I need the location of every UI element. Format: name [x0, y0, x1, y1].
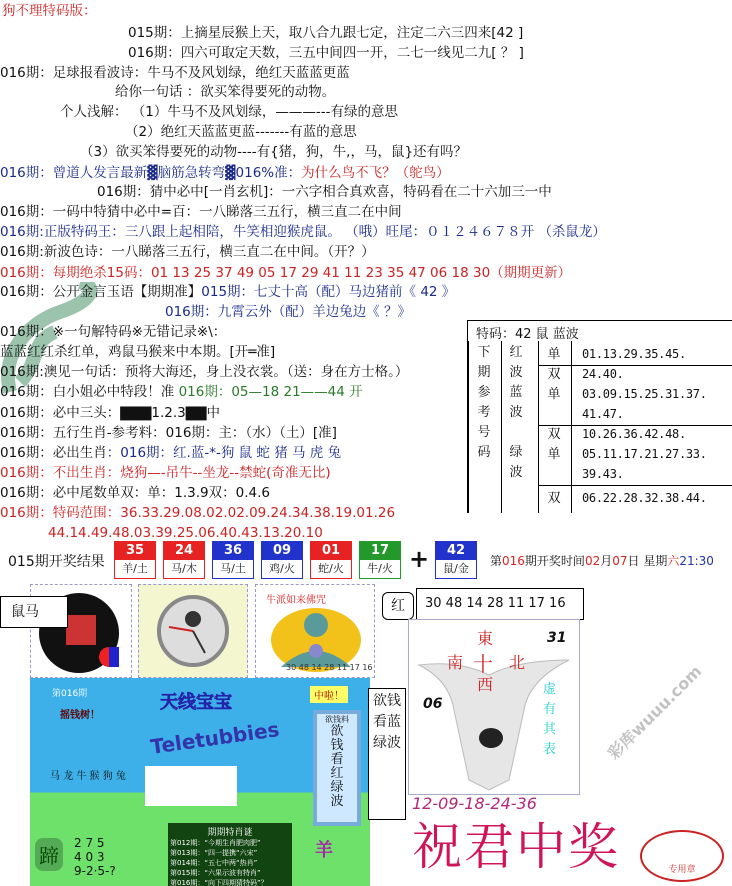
line-segment: 016期：足球报看波诗：牛马不及风划绿，绝红天蓝蓝更蓝: [0, 65, 350, 81]
forecast-line: [0, 424, 337, 442]
green-wave-label: 绿波: [509, 445, 523, 480]
riddle-line: 第015期：“六果示波有特肖”: [170, 869, 261, 877]
forecast-line: [60, 103, 398, 121]
stamp: 专用章: [640, 830, 724, 882]
skull-bottom-numbers: 12-09-18-24-36: [412, 794, 537, 813]
draw-results: [0, 541, 732, 581]
forecast-line: [0, 64, 350, 82]
table-header: 特码：42 鼠 蓝波: [476, 327, 579, 342]
number-list: 41.47.: [582, 407, 624, 421]
zodiac-clock-image: [138, 584, 248, 678]
forecast-line: [0, 444, 341, 462]
number-list: 10.26.36.42.48.: [582, 427, 686, 441]
next-period-label: 下期参考号码: [477, 345, 491, 460]
odd-even-label: 双: [547, 491, 561, 506]
forecast-line: [0, 164, 450, 182]
line-segment: 为什么鸟不飞？（鸵鸟）: [301, 165, 450, 181]
forecast-line: [0, 323, 226, 341]
number-list: 05.11.17.21.27.33.: [582, 447, 707, 461]
number-list: 03.09.15.25.31.37.: [582, 387, 707, 401]
forecast-line: [128, 24, 523, 42]
line-segment: 015期：七丈十高（配）马边猪前《 42 》: [201, 284, 456, 300]
line-segment: （2）绝红天蓝蓝更蓝-------有蓝的意思: [125, 124, 357, 140]
number-list: 01.13.29.35.45.: [582, 347, 686, 361]
result-ball: 24 马/木: [163, 541, 205, 579]
line-segment: 016期：白小姐必中特段！准: [0, 384, 179, 400]
blessing-text: 祝君中奖: [412, 818, 620, 876]
odd-even-label: 单: [547, 347, 561, 362]
line-segment: 蓝蓝红红杀红单，鸡鼠马猴来中本期。[开═准]: [0, 344, 276, 360]
line-segment: 016期:新波色诗：一八睇落三五行，横三直二在中间。（开？）: [0, 244, 375, 260]
next-draw-time: 第016期开奖时间02月07日 星期六21:30: [490, 554, 714, 568]
forecast-line: [2, 2, 97, 20]
line-segment: 016期：九霄云外（配）羊边兔边《 ？》: [165, 304, 412, 320]
forecast-line: [0, 464, 331, 482]
riddle-line: 第014期：“五七中两“热肖”: [170, 859, 258, 867]
line-segment: 016期:正版特码王：三八跟上起相陪，牛笑相迎猴虎鼠。 （哦）旺尾：０１２４６７８开 （杀鼠龙）: [0, 224, 606, 240]
forecast-line: [115, 83, 335, 101]
result-ball: 35 羊/土: [114, 541, 156, 579]
forecast-line: [0, 363, 408, 381]
teletubbies-image: 第016期 摇钱树！ 天线宝宝 Teletubbies 马 龙 牛 猴 狗 兔 中啦！ 欲钱料 欲钱看红绿波 期期特肖谜 第012期：“今期生肖肥肉肥” 第013期：“四一提携“六宋” 第014期：“五七中两“热肖” 第015期：“六果示波有特肖” 第016期：“向下四期猜特码”？ 蹄 2 7 5 4 0 3 9-2·5-? 羊: [30, 678, 370, 886]
number-list: 39.43.: [582, 467, 624, 481]
forecast-line: [128, 44, 524, 62]
line-segment: 016期：必出生肖: [0, 445, 107, 461]
line-segment: 016期：每期绝杀15码：01 13 25 37 49 05 17 29 41 11 23 35 47 06 18 30（期期更新）: [0, 265, 572, 281]
red-blue-wave-label: 红波蓝波: [509, 345, 523, 420]
line-segment: 016期：公开金言玉语【期期准】: [0, 284, 202, 300]
riddle-line: 第012期：“今期生肖肥肉肥”: [170, 839, 261, 847]
number-list: 24.40.: [582, 367, 624, 381]
line-segment: 016期：一码中特猜中必中=百：一八睇落三五行，横三直二在中间: [0, 204, 402, 220]
callout-shuma: 鼠马: [0, 596, 68, 628]
result-ball: 01 蛇/火: [310, 541, 352, 579]
riddle-line: 第016期：“向下四期猜特码”？: [170, 879, 268, 886]
line-segment: 016期：曾道人发言最新▓脑筋急转弯▓016%准：: [0, 165, 302, 181]
result-ball: 17 牛/火: [359, 541, 401, 579]
line-segment: ：016期：红.蓝-*-狗 鼠 蛇 猪 马 虎 兔: [106, 445, 342, 461]
line-segment: 016期：必中三头：▇▇▇1.2.3▇▇中: [0, 405, 221, 421]
odd-even-label: 单: [547, 447, 561, 462]
skull-image: 東 南 十 北 西 31 06 虚有其表: [408, 619, 580, 795]
callout-numbers: 30 48 14 28 11 17 16: [416, 588, 584, 620]
result-ball: 09 鸡/火: [261, 541, 303, 579]
line-segment: 016期：特码范围：36.33.29.08.02.02.09.24.34.38.19.01.26: [0, 505, 396, 521]
line-segment: 016期：猜中必中[一肖玄机]：一六字相合真欢喜，特码看在二十六加三一中: [97, 184, 552, 200]
riddle-line: 第013期：“四一提携“六宋”: [170, 849, 258, 857]
results-title: 015期开奖结果: [8, 554, 105, 570]
odd-even-label: 单: [547, 387, 561, 402]
forecast-line: [0, 484, 270, 502]
forecast-line: [0, 343, 275, 361]
line-segment: 给你一句话 ：欲买笨得要死的动物。: [115, 84, 336, 100]
line-segment: 015期：上摘星辰猴上天，取八合九跟七定，注定二六三四来[42 ]: [128, 25, 524, 41]
forecast-line: [48, 524, 323, 542]
reference-numbers-table: [467, 320, 732, 513]
line-segment: 016期：必中尾数单双：单：1.3.9双：0.4.6: [0, 485, 270, 501]
line-segment: （3）欲买笨得要死的动物----有{猪，狗，牛,，马，鼠}还有吗？: [80, 144, 468, 160]
line-segment: 016期：四六可取定天数，三五中间四一开，二七一线见二九[ ？ ]: [128, 45, 524, 61]
line-segment: 016期：五行生肖-参考料：016期：主：（水）（土）[准]: [0, 425, 337, 441]
line-segment: 016期：※一句解特码※无错记录※\：: [0, 324, 227, 340]
forecast-line: [125, 123, 357, 141]
forecast-line: [165, 303, 411, 321]
line-segment: 个人浅解： （1）牛马不及风划绿，———---有绿的意思: [60, 104, 398, 120]
forecast-line: [0, 203, 402, 221]
buddha-image: 牛派如来佛咒 30 48 14 28 11 17 16: [255, 584, 375, 678]
forecast-line: [97, 183, 552, 201]
forecast-line: [0, 404, 220, 422]
forecast-line: [0, 223, 606, 241]
special-ball: 42 鼠/金: [435, 541, 477, 579]
forecast-line: [0, 283, 455, 301]
callout-vertical: 欲钱看蓝绿波: [368, 688, 406, 820]
forecast-line: [0, 504, 395, 522]
forecast-line: [0, 383, 363, 401]
number-list: 06.22.28.32.38.44.: [582, 491, 707, 505]
forecast-line: [0, 264, 571, 282]
line-segment: 44.14.49.48.03.39.25.06.40.43.13.20.10: [48, 525, 323, 541]
callout-red: 红: [382, 592, 414, 620]
line-segment: 016期：05—18 21——44 开: [178, 384, 363, 400]
plus-sign: +: [409, 545, 430, 573]
forecast-line: [0, 243, 375, 261]
line-segment: 016期：不出生肖：烧狗—-吊牛--坐龙--禁蛇(奇准无比): [0, 465, 331, 481]
watermark: 彩库wuuu.com: [604, 661, 706, 763]
forecast-line: [80, 143, 467, 161]
line-segment: 狗不理特码版：: [2, 3, 97, 19]
odd-even-label: 双: [547, 367, 561, 382]
odd-even-label: 双: [547, 427, 561, 442]
result-ball: 36 马/土: [212, 541, 254, 579]
line-segment: 016期:澳见一句话：预将大海还，身上没衣裳。（送：身在方士格。）: [0, 364, 409, 380]
